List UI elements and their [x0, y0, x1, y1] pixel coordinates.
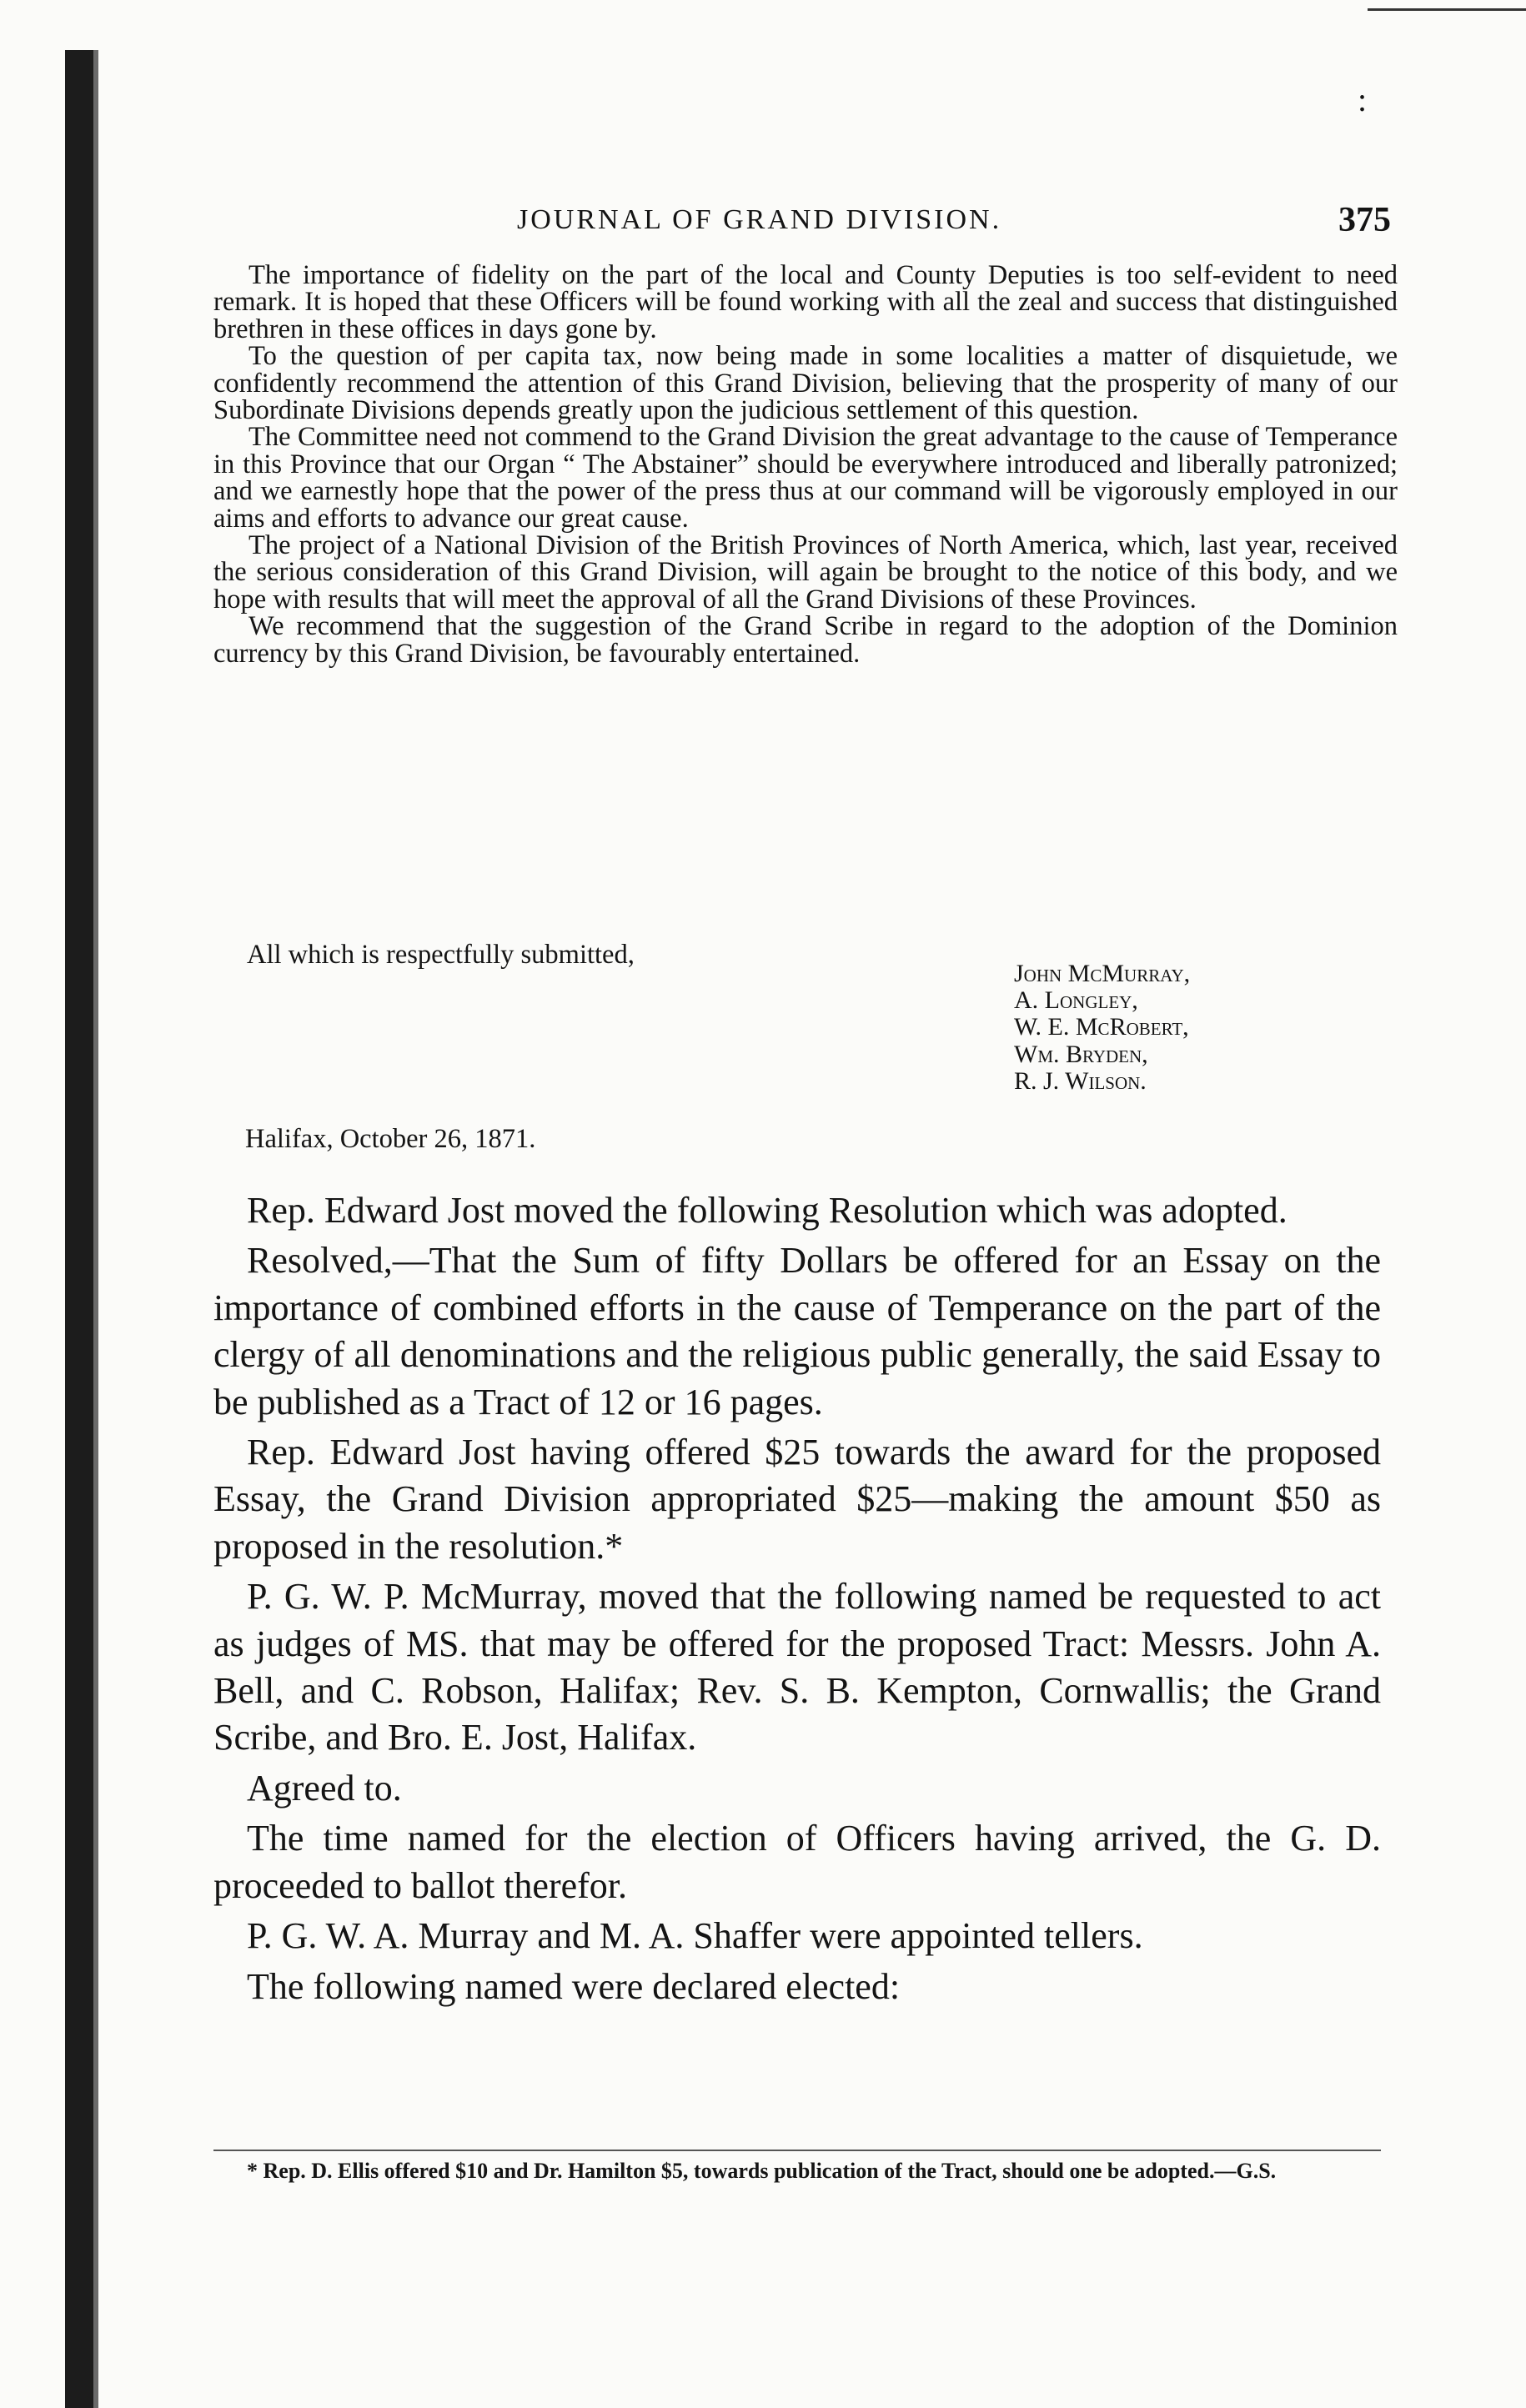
- binding-edge: [65, 50, 93, 2408]
- minutes-paragraph: P. G. W. A. Murray and M. A. Shaffer were appointed tellers.: [247, 1915, 1143, 1957]
- signatory-name: W. E. McRobert,: [1014, 1013, 1189, 1041]
- signatory-name: Wm. Bryden,: [1014, 1040, 1148, 1068]
- minutes-paragraph: Rep. Edward Jost having offered $25 towards the award for the proposed Essay, the Grand Division appropriated $25—making the amount $50 as proposed in the resolution.*: [213, 1432, 1381, 1567]
- minutes-paragraph: Rep. Edward Jost moved the following Resolution which was adopted.: [247, 1190, 1288, 1231]
- report-paragraph: We recommend that the suggestion of the Grand Scribe in regard to the adoption of the Dominion currency by this Grand Division, be favourably entertained.: [213, 611, 1398, 669]
- signatory-name: A. Longley,: [1014, 986, 1138, 1015]
- binding-edge-shadow: [93, 50, 98, 2408]
- footnote: * Rep. D. Ellis offered $10 and Dr. Hamilton $5, towards publication of the Tract, should one be adopted.—G.S.: [247, 2159, 1277, 2183]
- minutes-paragraph: The time named for the election of Officers having arrived, the G. D. proceeded to ballot therefor.: [213, 1818, 1381, 1906]
- page-number: 375: [1338, 201, 1391, 239]
- top-rule: [1368, 8, 1526, 11]
- corner-mark: :: [1358, 81, 1368, 118]
- signatory-name: R. J. Wilson.: [1014, 1066, 1147, 1095]
- report-closing: All which is respectfully submitted,: [247, 940, 635, 970]
- signatory-name: John McMurray,: [1014, 960, 1191, 987]
- running-head: [225, 197, 1391, 243]
- report-paragraph: To the question of per capita tax, now being made in some localities a matter of disquietude, we confidently recommend the attention of this Grand Division, believing that the prosperity of many of our Subordinate Divisions depends greatly upon the judicious settlement of this question.: [213, 341, 1398, 426]
- running-title: JOURNAL OF GRAND DIVISION.: [517, 204, 1002, 235]
- report-paragraph: The project of a National Division of the British Provinces of North America, which, last year, received the serious consideration of this Grand Division, will again be brought to the notice of this body, and we hope with results that will meet the approval of all the Grand Divisions of these Provinces.: [213, 530, 1398, 615]
- signatory-list: [1014, 961, 1190, 1095]
- minutes-paragraph: The following named were declared elected:: [247, 1965, 901, 2007]
- minutes-text: [213, 1187, 1381, 2014]
- report-paragraph: The Committee need not commend to the Grand Division the great advantage to the cause of Temperance in this Province that our Organ “ The Abstainer” should be everywhere introduced and liberally patronized; and we earnestly hope that the power of the press thus at our command will be vigorously employed in our aims and efforts to advance our great cause.: [213, 422, 1398, 534]
- committee-report: [213, 262, 1398, 667]
- report-dateline: Halifax, October 26, 1871.: [245, 1124, 536, 1154]
- minutes-paragraph: Agreed to.: [247, 1767, 402, 1809]
- minutes-paragraph: Resolved,—That the Sum of fifty Dollars be offered for an Essay on the importance of combined efforts in the cause of Temperance on the part of the clergy of all denominations and the religious public generally, the said Essay to be published as a Tract of 12 or 16 pages.: [213, 1240, 1381, 1422]
- minutes-paragraph: P. G. W. P. McMurray, moved that the following named be requested to act as judges of MS. that may be offered for the proposed Tract: Messrs. John A. Bell, and C. Robson, Halifax; Rev. S. B. Kempton, Cornwallis; the Grand Scribe, and Bro. E. Jost, Halifax.: [213, 1576, 1381, 1758]
- report-paragraph: The importance of fidelity on the part of the local and County Deputies is too self-evident to need remark. It is hoped that these Officers will be found working with all the zeal and success that distinguished brethren in these offices in days gone by.: [213, 260, 1398, 344]
- footnote-rule: [213, 2150, 1381, 2151]
